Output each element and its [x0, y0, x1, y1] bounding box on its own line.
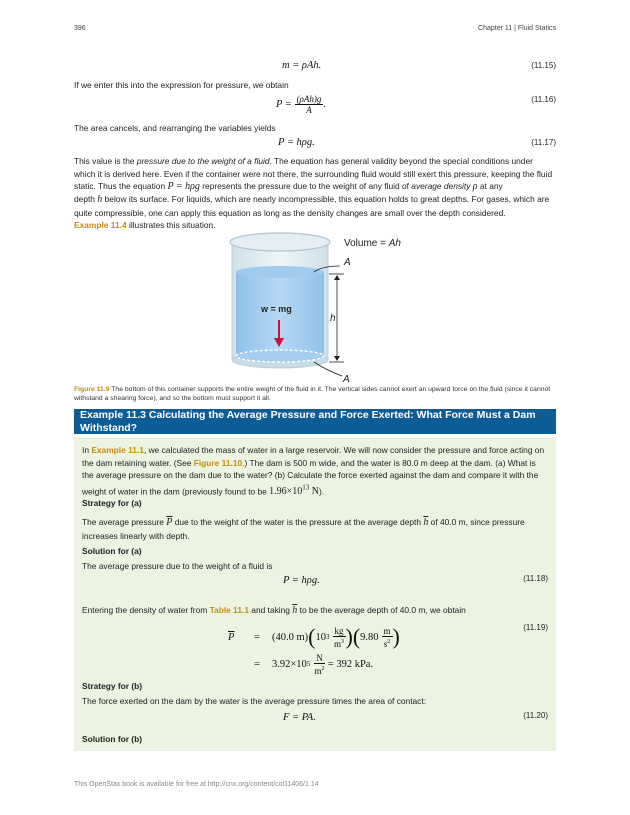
bottom-area [236, 350, 324, 362]
area-label-bottom: A [343, 374, 350, 385]
eq-lhs: P = [276, 98, 292, 110]
exponent: 2 [387, 638, 391, 645]
height-arrow-bottom [334, 356, 340, 361]
equation-number: (11.15) [531, 61, 556, 70]
text-run: depth [74, 194, 98, 204]
inline-math: P = hρg [167, 181, 200, 193]
page-number: 396 [74, 25, 86, 32]
fraction [333, 626, 346, 649]
example-title: Example 11.3 Calculating the Average Pressure and Force Exerted: What Force Must a Dam Withstand? [74, 409, 556, 434]
eq-lhs: $\overline{P}$ [228, 631, 235, 643]
paragraph: The area cancels, and rearranging the variables yields [74, 123, 276, 133]
exponent: 3 [341, 638, 344, 645]
paragraph [82, 604, 548, 618]
eq-sign: = [254, 631, 260, 643]
eq-term: 3.92×10 [272, 658, 307, 670]
equation-11-15: m = ρAh. [282, 60, 322, 71]
text-run: of 40.0 m, since pressure increases linearly with depth. [82, 517, 525, 541]
equation-11-19 [228, 624, 400, 676]
eq-sign: = [254, 658, 260, 670]
text-run: This value is the [74, 156, 137, 166]
equation-row [228, 652, 400, 676]
example-link[interactable]: Example 11.1 [91, 445, 144, 455]
fraction-denominator: m [314, 665, 322, 676]
inline-math: $\overline{P}$ [166, 517, 173, 528]
equation-row: $\overline{P}$ = (40.0 m) ( 10 3 $\frac{kg}{m^3}$ ) ( 9.80 $\frac{m}{s^2}$ ) [228, 624, 400, 649]
area-label-top: A [344, 257, 351, 268]
equation-11-16 [276, 94, 326, 115]
fraction-denominator: A [306, 105, 312, 115]
water-surface [236, 266, 324, 278]
inline-math: $\overline{h}$ [423, 517, 429, 528]
text-run: ). [319, 486, 325, 497]
volume-var: Ah [388, 238, 401, 249]
text-run: at any [477, 181, 503, 192]
text-run: .) The dam is 500 m wide, and the water is 80.0 m deep at the dam. (a) What is the average pressure on the dam due to the water? (b) Calculate the force exerted against the dam and compare it with the weight of water in the dam (previously found to be [82, 457, 539, 497]
unit: N [309, 486, 320, 498]
heading-strategy-b: Strategy for (b) [82, 681, 143, 691]
inline-math: $\overline{h}$ [292, 605, 298, 616]
text-run: illustrates this situation. [126, 220, 216, 231]
fraction-numerator: (ρAh)g [296, 94, 322, 104]
equation-number: (11.16) [531, 95, 556, 104]
equation-number: (11.20) [523, 711, 548, 720]
equation-number: (11.17) [531, 138, 556, 147]
eq-tail: . [323, 98, 326, 110]
text-run: The average pressure [82, 517, 167, 527]
paragraph: If we enter this into the expression for pressure, we obtain [74, 80, 289, 90]
fraction-denominator: s [383, 638, 388, 649]
eq-term: = 392 kPa. [327, 658, 374, 670]
volume-text: Volume = [344, 238, 389, 249]
height-label: h [330, 313, 336, 324]
emphasis: pressure due to the weight of a fluid [136, 156, 270, 166]
equation-number: (11.18) [523, 574, 548, 583]
weight-label: w = mg [261, 304, 292, 314]
inline-math: ρ [472, 181, 478, 193]
paragraph: The average pressure due to the weight of a fluid is [82, 561, 273, 571]
fraction-numerator: N [316, 652, 323, 663]
figure-caption [74, 385, 556, 403]
glass-rim [230, 233, 330, 251]
fraction [314, 653, 325, 676]
heading-solution-b: Solution for (b) [82, 734, 143, 744]
page-footer: This OpenStax book is available for free at http://cnx.org/content/col11406/1.14 [74, 781, 319, 788]
text-run: and taking [248, 605, 293, 615]
paragraph [74, 155, 556, 194]
caption-label: Figure 11.9 [74, 386, 110, 393]
container-figure [222, 228, 422, 388]
equation-11-20: F = PA. [283, 712, 316, 723]
fraction [295, 94, 324, 115]
eq-term: 9.80 [360, 631, 379, 643]
text-run: to be the average depth of 40.0 m, we obtain [297, 605, 466, 615]
volume-label [344, 238, 401, 249]
text-run: due to the weight of the water is the pressure at the average depth [172, 517, 424, 527]
equation-11-17: P = hρg. [278, 137, 315, 148]
eq-term: 10 [315, 631, 326, 643]
fraction-numerator: kg [334, 625, 344, 636]
fraction [382, 626, 393, 649]
equation-11-18: P = hρg. [283, 575, 320, 586]
value: 1.96×10 [269, 486, 303, 498]
text-run: . The equation has general validity beyond the special conditions under which it is derived here. Even if the container were not there, the surrounding fluid would still exert this pressure, keeping the fluid static. Thus the equation [74, 156, 553, 192]
example-link[interactable]: Example 11.4 [74, 220, 127, 231]
paragraph [74, 193, 556, 232]
text-run: Entering the density of water from [82, 605, 210, 615]
example-intro [82, 444, 548, 499]
table-link[interactable]: Table 11.1 [209, 605, 249, 615]
exponent: 5 [306, 660, 311, 668]
text-run: represents the pressure due to the weight of any fluid of [199, 181, 412, 192]
running-header: Chapter 11 | Fluid Statics [478, 25, 556, 32]
text-run: below its surface. For liquids, which are nearly incompressible, this equation holds to great depths. For gases, which are quite compressible, one can apply this equation as long as the density changes are small over the depth considered. [74, 194, 550, 218]
exponent: 3 [326, 633, 330, 641]
text-run: , we calculated the mass of water in a large reservoir. We will now consider the pressure and force acting on the dam retaining water. (See [82, 445, 545, 468]
figure-link[interactable]: Figure 11.10 [193, 457, 243, 468]
equation-number: (11.19) [523, 623, 548, 632]
exponent: 13 [302, 483, 310, 492]
heading-strategy-a: Strategy for (a) [82, 498, 142, 508]
emphasis: average density [411, 181, 471, 192]
fraction-numerator: m [383, 625, 391, 636]
paragraph: The force exerted on the dam by the water is the average pressure times the area of contact: [82, 696, 427, 706]
inline-math: h [97, 194, 103, 205]
height-arrow-top [334, 275, 340, 280]
fraction-denominator: m [333, 638, 341, 649]
heading-solution-a: Solution for (a) [82, 546, 142, 556]
caption-text: The bottom of this container supports the entire weight of the fluid in it. The vertical sides cannot exert an upward force on the fluid (since it cannot withstand a shearing force), and so the bottom must support it all. [74, 386, 551, 403]
text-run: In [82, 445, 92, 455]
eq-term: (40.0 m) [272, 631, 309, 643]
paragraph [82, 516, 548, 542]
exponent: 2 [321, 665, 325, 672]
